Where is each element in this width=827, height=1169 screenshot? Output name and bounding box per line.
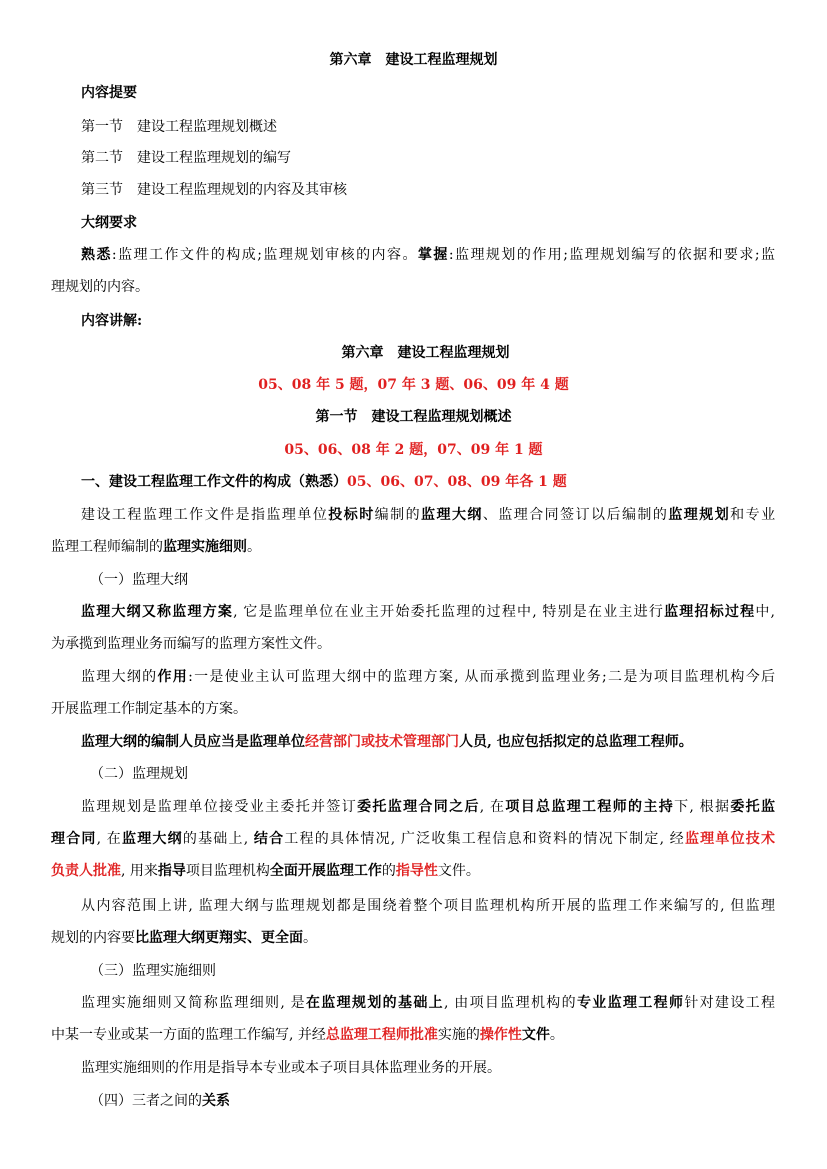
syllabus-text: 熟悉:监理工作文件的构成;监理规划审核的内容。掌握:监理规划的作用;监理规划编写的依据和要求;监 — [81, 247, 776, 263]
summary-item-2: 第二节 建设工程监理规划的编写 — [81, 150, 291, 166]
paragraph-3-cont: 开展监理工作制定基本的方案。 — [51, 701, 247, 717]
paragraph-1-cont: 监理工程师编制的监理实施细则。 — [51, 539, 261, 555]
paragraph-2-cont: 为承揽到监理业务而编写的监理方案性文件。 — [51, 636, 331, 652]
part1-heading: 一、建设工程监理工作文件的构成（熟悉）05、06、07、08、09 年各 1 题 — [81, 474, 567, 490]
summary-heading: 内容提要 — [81, 85, 137, 101]
paragraph-6: 从内容范围上讲, 监理大纲与监理规划都是围绕着整个项目监理机构所开展的监理工作来编写的, 但监理 — [81, 898, 775, 914]
chapter-title: 第六章 建设工程监理规划 — [341, 345, 510, 361]
paragraph-5-cont: 理合同, 在监理大纲的基础上, 结合工程的具体情况, 广泛收集工程信息和资料的情况下制定, 经监理单位技术 — [51, 831, 776, 847]
paragraph-3: 监理大纲的作用:一是使业主认可监理大纲中的监理方案, 从而承揽到监理业务;二是为项目监理机构今后 — [81, 669, 775, 685]
subheading-relations: （四）三者之间的关系 — [90, 1093, 230, 1109]
paragraph-7-cont: 中某一专业或某一方面的监理工作编写, 并经总监理工程师批准实施的操作性文件。 — [51, 1027, 564, 1043]
paragraph-6-cont: 规划的内容要比监理大纲更翔实、更全面。 — [51, 930, 317, 946]
syllabus-heading: 大纲要求 — [81, 215, 137, 231]
summary-item-3: 第三节 建设工程监理规划的内容及其审核 — [81, 182, 347, 198]
paragraph-1: 建设工程监理工作文件是指监理单位投标时编制的监理大纲、监理合同签订以后编制的监理规划和专业 — [81, 507, 776, 523]
subheading-outline: （一）监理大纲 — [90, 572, 188, 588]
page-title: 第六章 建设工程监理规划 — [329, 52, 498, 68]
paragraph-2: 监理大纲又称监理方案, 它是监理单位在业主开始委托监理的过程中, 特别是在业主进行监理招标过程中, — [81, 604, 776, 620]
paragraph-5-end: 负责人批准, 用来指导项目监理机构全面开展监理工作的指导性文件。 — [51, 863, 480, 879]
chapter-stats: 05、08 年 5 题，07 年 3 题、06、09 年 4 题 — [258, 377, 569, 393]
section-title: 第一节 建设工程监理规划概述 — [315, 409, 512, 425]
paragraph-4: 监理大纲的编制人员应当是监理单位经营部门或技术管理部门人员, 也应包括拟定的总监理工程师。 — [81, 734, 693, 750]
syllabus-text-cont: 理规划的内容。 — [51, 279, 149, 295]
paragraph-5: 监理规划是监理单位接受业主委托并签订委托监理合同之后, 在项目总监理工程师的主持下, 根据委托监 — [81, 799, 776, 815]
paragraph-8: 监理实施细则的作用是指导本专业或本子项目具体监理业务的开展。 — [81, 1060, 501, 1076]
paragraph-7: 监理实施细则又简称监理细则, 是在监理规划的基础上, 由项目监理机构的专业监理工程师针对建设工程 — [81, 995, 776, 1011]
subheading-plan: （二）监理规划 — [90, 766, 188, 782]
lecture-heading: 内容讲解: — [81, 313, 143, 329]
subheading-details: （三）监理实施细则 — [90, 963, 216, 979]
section-stats: 05、06、08 年 2 题，07、09 年 1 题 — [284, 442, 543, 458]
summary-item-1: 第一节 建设工程监理规划概述 — [81, 119, 277, 135]
